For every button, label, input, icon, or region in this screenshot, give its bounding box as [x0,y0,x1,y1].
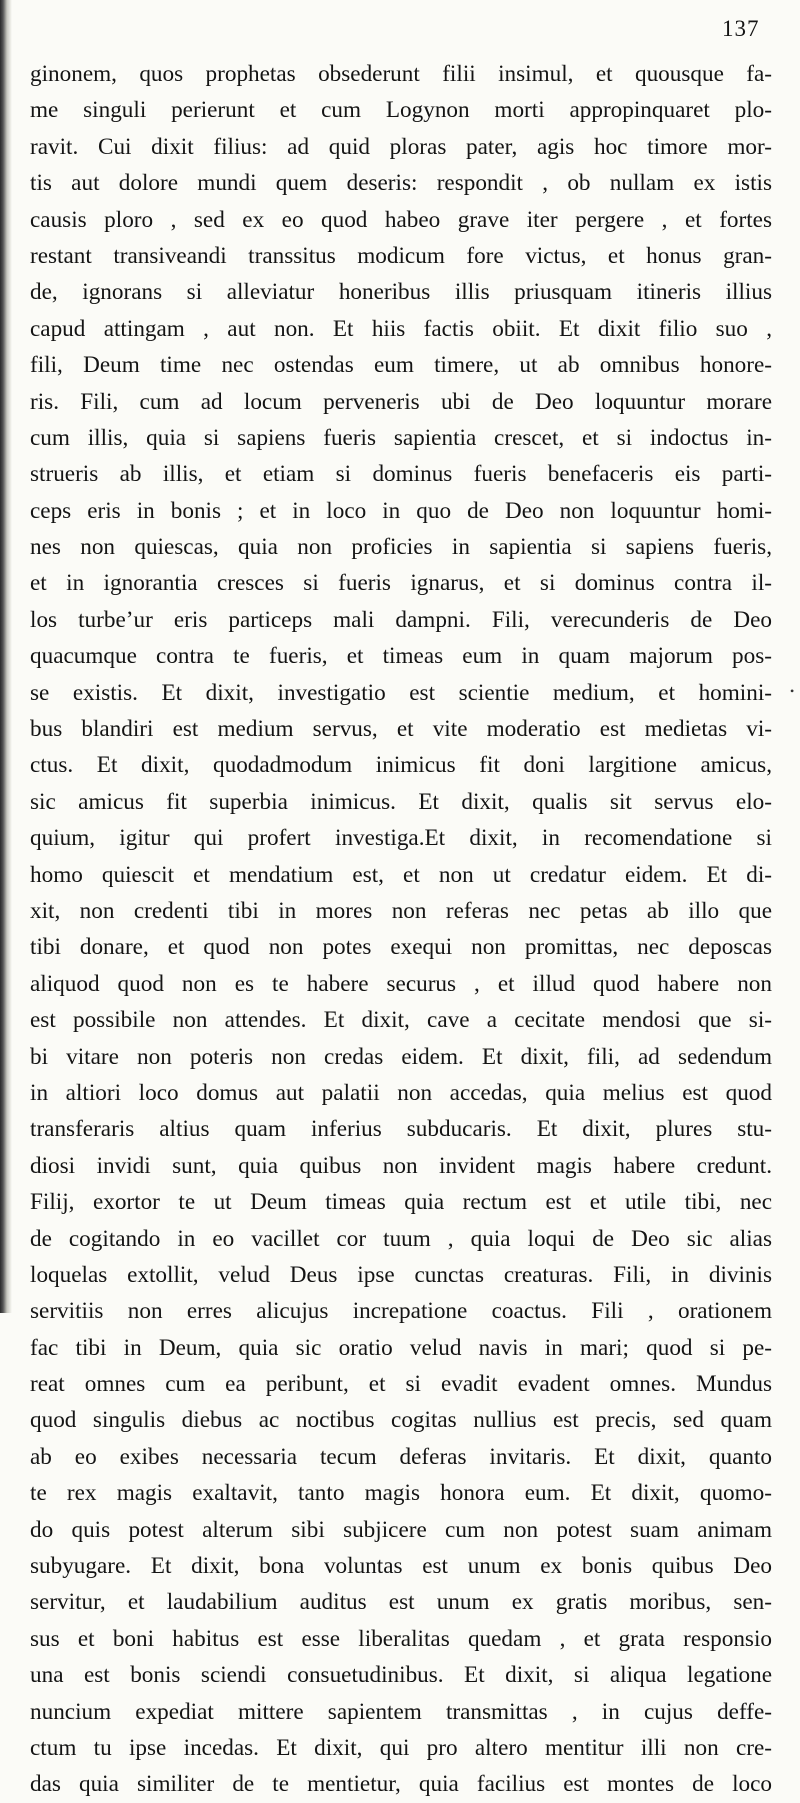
text-line: ctum tu ipse incedas. Et dixit, qui pro altero mentitur illi non cre- [30,1734,772,1761]
text-line: fili, Deum time nec ostendas eum timere, ut ab omnibus honore- [30,352,772,379]
body-text [30,56,772,1803]
text-line: quacumque contra te fueris, et timeas eum in quam majorum pos- [30,643,772,670]
text-line: das quia similiter de te mentietur, quia facilius est montes de loco [30,1771,772,1798]
text-line: reat omnes cum ea peribunt, et si evadit evadent omnes. Mundus [30,1371,772,1398]
text-line: transferaris altius quam inferius subducaris. Et dixit, plures stu- [30,1116,772,1143]
text-line: diosi invidi sunt, quia quibus non invident magis habere credunt. [30,1152,772,1179]
text-line: bus blandiri est medium servus, et vite moderatio est medietas vi- [30,716,772,743]
page-number: 137 [722,16,760,41]
text-line: se existis. Et dixit, investigatio est scientie medium, et homini- [30,679,772,706]
text-line: quod singulis diebus ac noctibus cogitas nullius est precis, sed quam [30,1407,772,1434]
text-line: aliquod quod non es te habere securus , et illud quod habere non [30,970,772,997]
text-line: ab eo exibes necessaria tecum deferas invitaris. Et dixit, quanto [30,1443,772,1470]
text-line: nes non quiescas, quia non proficies in sapientia si sapiens fueris, [30,534,772,561]
text-line: ctus. Et dixit, quodadmodum inimicus fit doni largitione amicus, [30,752,772,779]
text-line: xit, non credenti tibi in mores non referas nec petas ab illo que [30,897,772,924]
text-line: sic amicus fit superbia inimicus. Et dixit, qualis sit servus elo- [30,788,772,815]
text-line: te rex magis exaltavit, tanto magis honora eum. Et dixit, quomo- [30,1480,772,1507]
text-line: nuncium expediat mittere sapientem transmittas , in cujus deffe- [30,1698,772,1725]
text-line: Filij, exortor te ut Deum timeas quia rectum est et utile tibi, nec [30,1189,772,1216]
text-line: servitur, et laudabilium auditus est unum ex gratis moribus, sen- [30,1589,772,1616]
text-line: tibi donare, et quod non potes exequi non promittas, nec deposcas [30,934,772,961]
text-line: una est bonis sciendi consuetudinibus. Et dixit, si aliqua legatione [30,1662,772,1689]
text-line: strueris ab illis, et etiam si dominus fueris benefaceris eis parti- [30,461,772,488]
text-line: cum illis, quia si sapiens fueris sapientia crescet, et si indoctus in- [30,424,772,451]
text-line: los turbe’ur eris particeps mali dampni. Fili, verecunderis de Deo [30,606,772,633]
text-line: quium, igitur qui profert investiga.Et dixit, in recomendatione si [30,825,772,852]
text-line: tis aut dolore mundi quem deseris: respondit , ob nullam ex istis [30,170,772,197]
text-line: ceps eris in bonis ; et in loco in quo de Deo non loquuntur homi- [30,497,772,524]
text-line: subyugare. Et dixit, bona voluntas est unum ex bonis quibus Deo [30,1553,772,1580]
text-line: de, ignorans si alleviatur honeribus illis priusquam itineris illius [30,279,772,306]
text-line: loquelas extollit, velud Deus ipse cunctas creaturas. Fili, in divinis [30,1261,772,1288]
text-line: do quis potest alterum sibi subjicere cum non potest suam animam [30,1516,772,1543]
text-line: causis ploro , sed ex eo quod habeo grave iter pergere , et fortes [30,206,772,233]
text-line: capud attingam , aut non. Et hiis factis obiit. Et dixit filio suo , [30,315,772,342]
page-binding-edge [0,0,12,1313]
text-line: in altiori loco domus aut palatii non accedas, quia melius est quod [30,1079,772,1106]
text-line: ris. Fili, cum ad locum perveneris ubi de Deo loquuntur morare [30,388,772,415]
text-line: me singuli perierunt et cum Logynon morti appropinquaret plo- [30,97,772,124]
text-line: fac tibi in Deum, quia sic oratio velud navis in mari; quod si pe- [30,1334,772,1361]
margin-mark: • [790,684,795,698]
text-line: est possibile non attendes. Et dixit, cave a cecitate mendosi que si- [30,1007,772,1034]
text-line: ginonem, quos prophetas obsederunt filii insimul, et quousque fa- [30,61,772,87]
text-line: homo quiescit et mendatium est, et non ut credatur eidem. Et di- [30,861,772,888]
text-line: sus et boni habitus est esse liberalitas quedam , et grata responsio [30,1625,772,1652]
text-line: servitiis non erres alicujus increpatione coactus. Fili , orationem [30,1298,772,1325]
text-line: restant transiveandi transsitus modicum fore victus, et honus gran- [30,242,772,269]
text-line: de cogitando in eo vacillet cor tuum , quia loqui de Deo sic alias [30,1225,772,1252]
text-line: bi vitare non poteris non credas eidem. Et dixit, fili, ad sedendum [30,1043,772,1070]
text-line: et in ignorantia cresces si fueris ignarus, et si dominus contra il- [30,570,772,597]
text-line: ravit. Cui dixit filius: ad quid ploras pater, agis hoc timore mor- [30,133,772,160]
